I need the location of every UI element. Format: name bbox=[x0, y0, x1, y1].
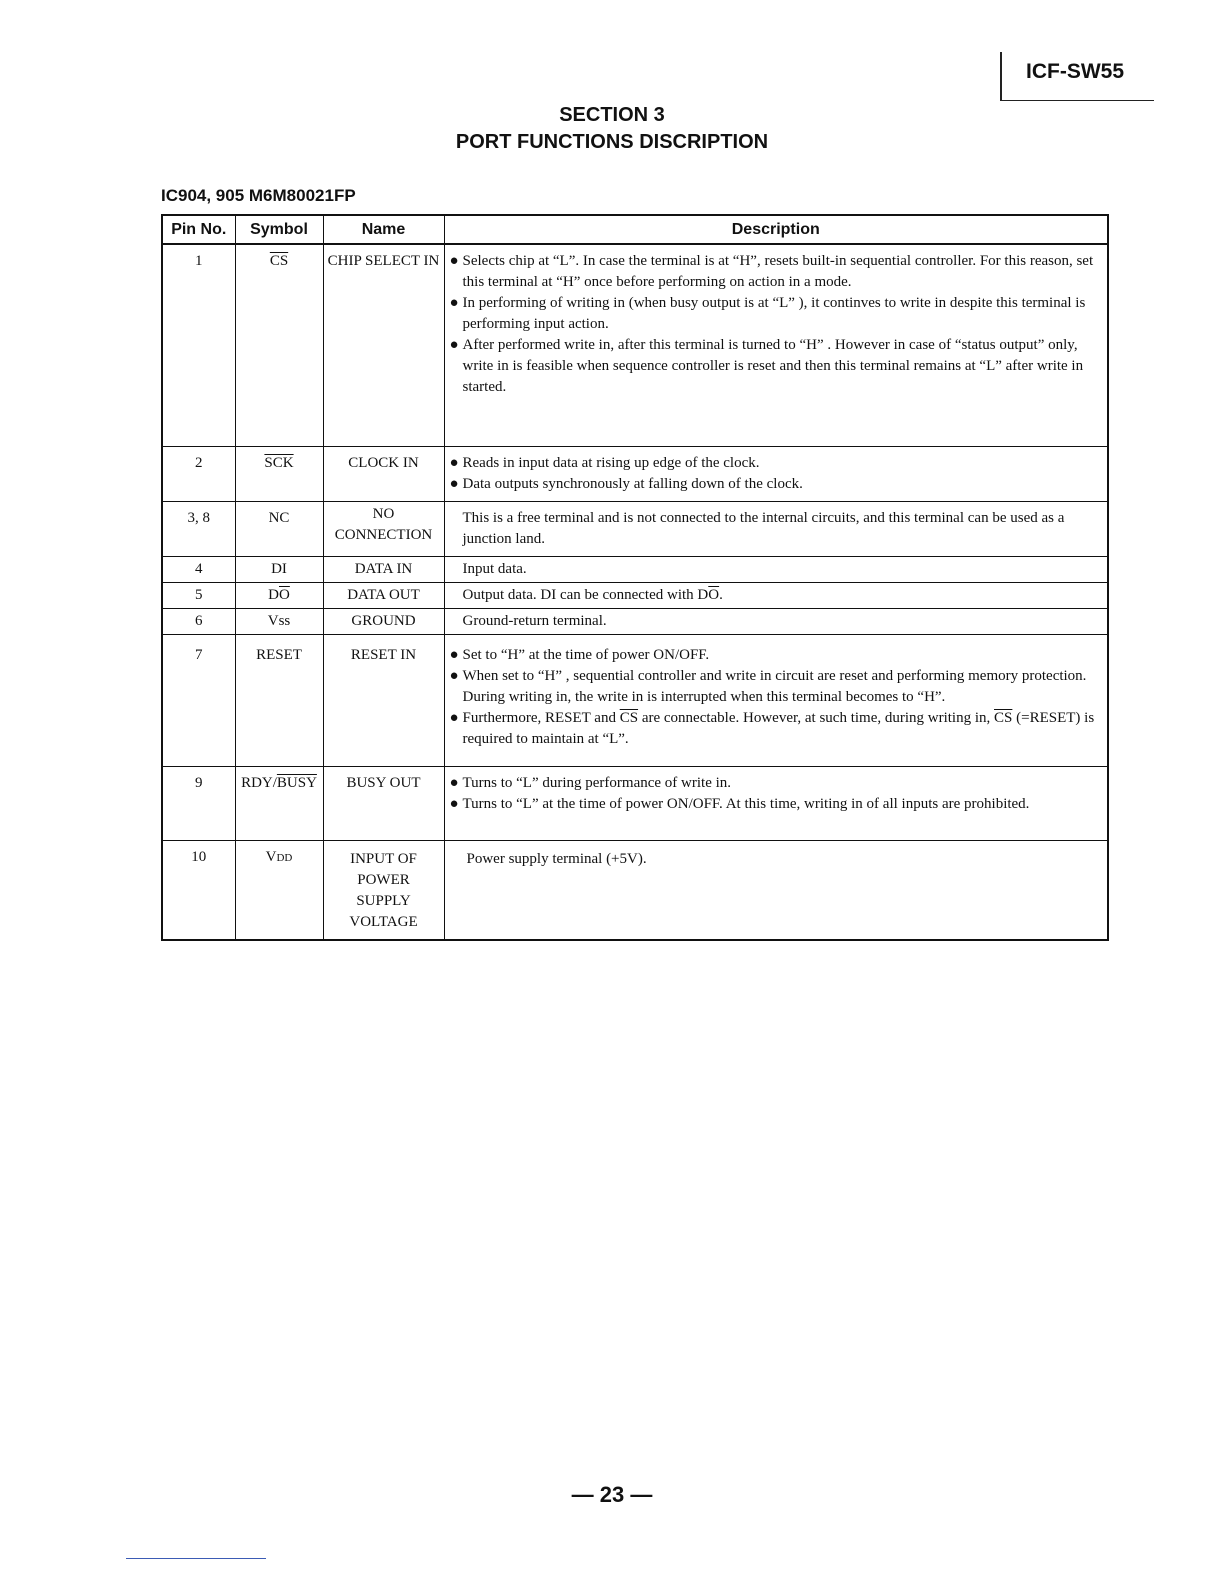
symbol-cell: VDD bbox=[235, 840, 323, 940]
symbol-text: $\overline{CS}$ bbox=[269, 253, 289, 269]
description-text: Input data. bbox=[462, 560, 527, 577]
symbol-cell bbox=[235, 446, 323, 501]
col-header-name: Name bbox=[323, 215, 444, 244]
symbol-cell: RDY/BUSY bbox=[235, 766, 323, 840]
symbol-cell: NC bbox=[235, 501, 323, 556]
section-heading: SECTION 3 bbox=[559, 104, 665, 126]
pin-cell: 6 bbox=[162, 608, 235, 634]
description-text: This is a free terminal and is not connected to the internal circuits, and this terminal can be used as a junction land. bbox=[462, 509, 1065, 547]
description-cell bbox=[444, 608, 1108, 634]
description-text: Output data. DI can be connected with $D\overline{O}$. bbox=[462, 586, 723, 603]
symbol-cell: RESET bbox=[235, 634, 323, 766]
table-row bbox=[162, 556, 1108, 582]
col-header-symbol: Symbol bbox=[235, 215, 323, 244]
symbol-cell: $D\overline{O}$ bbox=[235, 582, 323, 608]
description-text: Power supply terminal (+5V). bbox=[466, 850, 647, 867]
name-cell: CHIP SELECT IN bbox=[323, 244, 444, 446]
description-bullet: ● Turns to “L” at the time of power ON/OFF. At this time, writing in of all inputs are prohibited. bbox=[449, 794, 1104, 815]
ic-label: IC904, 905 M6M80021FP bbox=[161, 186, 356, 205]
table-row bbox=[162, 608, 1108, 634]
description-cell bbox=[444, 582, 1108, 608]
description-bullet: ● After performed write in, after this terminal is turned to “H” . However in case of “status output” only, write in is feasible when sequence controller is reset and then this terminal remains at “L” after write in started. bbox=[449, 337, 1084, 395]
name-cell: BUSY OUT bbox=[323, 766, 444, 840]
bullet-icon: ● bbox=[449, 667, 459, 684]
port-functions-table bbox=[161, 214, 1109, 941]
description-cell bbox=[444, 556, 1108, 582]
page-number: — 23 — bbox=[571, 1482, 653, 1507]
pin-cell: 10 bbox=[162, 840, 235, 940]
description-bullet: ● When set to “H” , sequential controller and write in circuit are reset and performing memory protection. During writing in, the write in is interrupted when this terminal becomes to “H”. bbox=[449, 667, 1087, 705]
name-cell: RESET IN bbox=[323, 634, 444, 766]
description-bullet: ● Furthermore, RESET and $\overline{CS}$ are connectable. However, at such time, during writing in, $\overline{CS}$ (=RESET) is required to maintain at “L”. bbox=[449, 709, 1095, 747]
table-row bbox=[162, 446, 1108, 501]
bullet-icon: ● bbox=[449, 454, 459, 471]
symbol-cell: DI bbox=[235, 556, 323, 582]
name-cell: DATA IN bbox=[323, 556, 444, 582]
bullet-icon: ● bbox=[449, 646, 459, 663]
table-header-row bbox=[162, 215, 1108, 244]
description-cell bbox=[444, 446, 1108, 501]
description-text: Ground-return terminal. bbox=[462, 612, 607, 629]
pin-cell: 3, 8 bbox=[162, 501, 235, 556]
pin-cell: 1 bbox=[162, 244, 235, 446]
description-bullet: ● In performing of writing in (when busy output is at “L” ), it continves to write in despite this terminal is performing input action. bbox=[449, 295, 1086, 332]
pin-cell: 5 bbox=[162, 582, 235, 608]
pin-cell: 2 bbox=[162, 446, 235, 501]
description-bullet: ● Data outputs synchronously at falling down of the clock. bbox=[449, 474, 1104, 495]
bullet-icon: ● bbox=[449, 709, 459, 726]
description-bullet: ● Turns to “L” during performance of write in. bbox=[449, 773, 1104, 794]
name-cell: DATA OUT bbox=[323, 582, 444, 608]
name-cell: CLOCK IN bbox=[323, 446, 444, 501]
description-cell bbox=[444, 766, 1108, 840]
page-title: PORT FUNCTIONS DISCRIPTION bbox=[455, 131, 769, 153]
bullet-icon: ● bbox=[449, 774, 459, 791]
name-cell: INPUT OF POWER SUPPLY VOLTAGE bbox=[323, 840, 444, 940]
table-row bbox=[162, 501, 1108, 556]
symbol-cell: Vss bbox=[235, 608, 323, 634]
description-cell bbox=[444, 840, 1108, 940]
table-row bbox=[162, 766, 1108, 840]
table-row bbox=[162, 634, 1108, 766]
bullet-icon: ● bbox=[449, 337, 459, 353]
description-cell bbox=[444, 244, 1108, 446]
table-row bbox=[162, 582, 1108, 608]
description-bullet: ● Reads in input data at rising up edge of the clock. bbox=[449, 453, 1104, 474]
bullet-icon: ● bbox=[449, 295, 459, 311]
name-cell: NO CONNECTION bbox=[323, 501, 444, 556]
symbol-text: $\overline{SCK}$ bbox=[264, 454, 294, 471]
pin-cell: 4 bbox=[162, 556, 235, 582]
description-bullet: ● Set to “H” at the time of power ON/OFF. bbox=[449, 645, 1104, 666]
bullet-icon: ● bbox=[449, 475, 459, 492]
table-row bbox=[162, 840, 1108, 940]
col-header-pin: Pin No. bbox=[162, 215, 235, 244]
model-box bbox=[1000, 52, 1154, 101]
footer-rule bbox=[126, 1558, 266, 1559]
bullet-icon: ● bbox=[449, 795, 459, 812]
description-cell bbox=[444, 501, 1108, 556]
model-number: ICF-SW55 bbox=[1026, 60, 1125, 83]
bullet-icon: ● bbox=[449, 253, 459, 269]
symbol-cell bbox=[235, 244, 323, 446]
description-cell bbox=[444, 634, 1108, 766]
table-row bbox=[162, 244, 1108, 446]
name-cell: GROUND bbox=[323, 608, 444, 634]
col-header-description: Description bbox=[444, 215, 1108, 244]
pin-cell: 9 bbox=[162, 766, 235, 840]
description-bullet: ● Selects chip at “L”. In case the terminal is at “H”, resets built-in sequential controller. For this reason, set this terminal at “H” once before performing on action in a mode. bbox=[449, 253, 1094, 290]
pin-cell: 7 bbox=[162, 634, 235, 766]
